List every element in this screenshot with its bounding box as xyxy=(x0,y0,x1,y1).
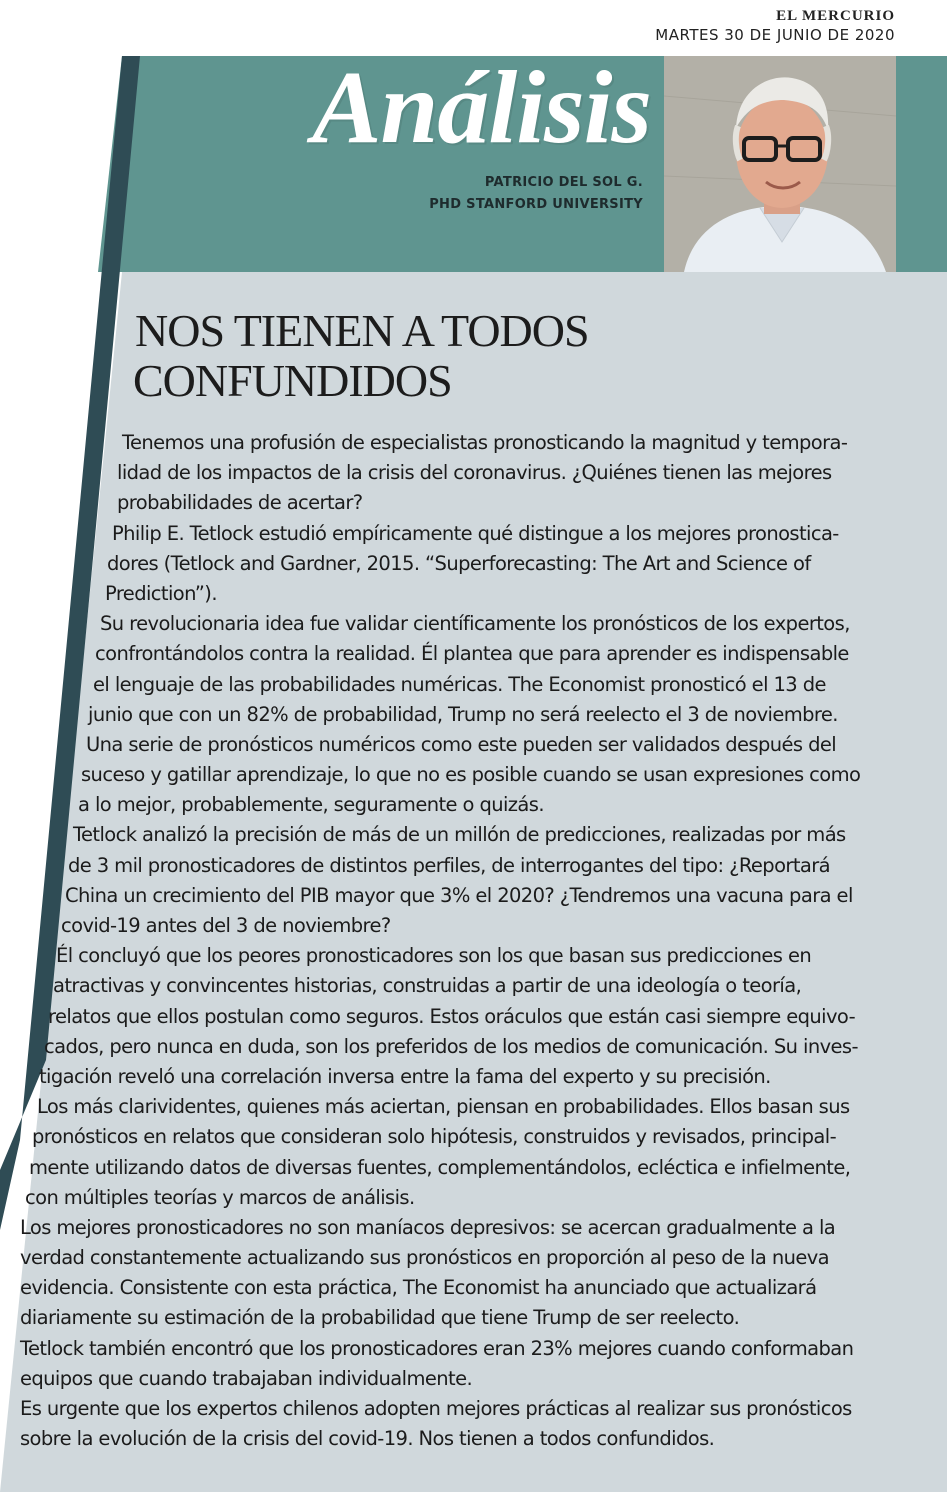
body-line: mente utilizando datos de diversas fuentes, complementándolos, ecléctica e infielmente, xyxy=(29,1155,851,1179)
body-line: China un crecimiento del PIB mayor que 3% el 2020? ¿Tendremos una vacuna para el xyxy=(65,883,853,907)
body-line: dores (Tetlock and Gardner, 2015. “Superforecasting: The Art and Science of xyxy=(107,551,811,575)
body-line: Él concluyó que los peores pronosticadores son los que basan sus predicciones en xyxy=(56,944,812,968)
author-affiliation: PHD STANFORD UNIVERSITY xyxy=(429,197,643,212)
body-line: confrontándolos contra la realidad. Él plantea que para aprender es indispensable xyxy=(95,642,849,666)
article-headline xyxy=(135,306,835,406)
body-line: Prediction”). xyxy=(105,581,217,605)
body-line: a lo mejor, probablemente, seguramente o quizás. xyxy=(78,793,544,817)
body-line: lidad de los impactos de la crisis del coronavirus. ¿Quiénes tienen las mejores xyxy=(117,461,832,485)
body-line: relatos que ellos postulan como seguros. Estos oráculos que están casi siempre equivo- xyxy=(48,1004,856,1028)
body-line: junio que con un 82% de probabilidad, Trump no será reelecto el 3 de noviembre. xyxy=(88,702,838,726)
body-line: Tetlock analizó la precisión de más de un millón de predicciones, realizadas por más xyxy=(73,823,846,847)
body-line: suceso y gatillar aprendizaje, lo que no es posible cuando se usan expresiones como xyxy=(81,763,861,787)
body-line: el lenguaje de las probabilidades numéricas. The Economist pronosticó el 13 de xyxy=(93,672,826,696)
body-line: tigación reveló una correlación inversa entre la fama del experto y su precisión. xyxy=(39,1064,771,1088)
body-line: equipos que cuando trabajaban individualmente. xyxy=(20,1366,473,1390)
body-line: sobre la evolución de la crisis del covid-19. Nos tienen a todos confundidos. xyxy=(20,1427,715,1451)
byline xyxy=(429,172,643,216)
author-photo xyxy=(664,56,896,272)
body-line: verdad constantemente actualizando sus pronósticos en proporción al peso de la nueva xyxy=(20,1246,830,1270)
body-line: pronósticos en relatos que consideran solo hipótesis, construidos y revisados, principal- xyxy=(32,1125,837,1149)
body-line: Philip E. Tetlock estudió empíricamente qué distingue a los mejores pronostica- xyxy=(112,521,839,545)
article-body xyxy=(0,428,947,1454)
body-line: cados, pero nunca en duda, son los preferidos de los medios de comunicación. Su inves- xyxy=(44,1034,858,1058)
body-line: Es urgente que los expertos chilenos adopten mejores prácticas al realizar sus pronósticos xyxy=(20,1397,852,1420)
body-line: Los mejores pronosticadores no son maníacos depresivos: se acercan gradualmente a la xyxy=(20,1215,836,1239)
body-line: de 3 mil pronosticadores de distintos perfiles, de interrogantes del tipo: ¿Reportará xyxy=(68,853,830,877)
body-line: evidencia. Consistente con esta práctica, The Economist ha anunciado que actualizará xyxy=(20,1276,817,1300)
body-line: covid-19 antes del 3 de noviembre? xyxy=(61,914,391,937)
body-line: probabilidades de acertar? xyxy=(117,491,363,515)
body-line: Una serie de pronósticos numéricos como este pueden ser validados después del xyxy=(86,732,837,756)
body-line: Su revolucionaria idea fue validar científicamente los pronósticos de los expertos, xyxy=(100,612,850,636)
body-line: con múltiples teorías y marcos de análisis. xyxy=(25,1185,415,1209)
newspaper-name: EL MERCURIO xyxy=(776,8,895,24)
body-line: diariamente su estimación de la probabilidad que tiene Trump de ser reelecto. xyxy=(20,1306,740,1330)
publication-date: MARTES 30 DE JUNIO DE 2020 xyxy=(655,26,895,44)
body-line: Los más clarividentes, quienes más aciertan, piensan en probabilidades. Ellos basan sus xyxy=(37,1095,850,1119)
headline-line: NOS TIENEN A TODOS xyxy=(135,305,589,356)
section-title: Análisis xyxy=(312,50,651,165)
body-line: Tenemos una profusión de especialistas pronosticando la magnitud y tempora- xyxy=(122,431,848,454)
body-line: Tetlock también encontró que los pronosticadores eran 23% mejores cuando conformaban xyxy=(20,1336,854,1360)
headline-line: CONFUNDIDOS xyxy=(133,355,452,406)
masthead xyxy=(655,8,895,44)
author-name: PATRICIO DEL SOL G. xyxy=(484,175,643,190)
body-line: atractivas y convincentes historias, construidas a partir de una ideología o teoría, xyxy=(53,974,802,998)
